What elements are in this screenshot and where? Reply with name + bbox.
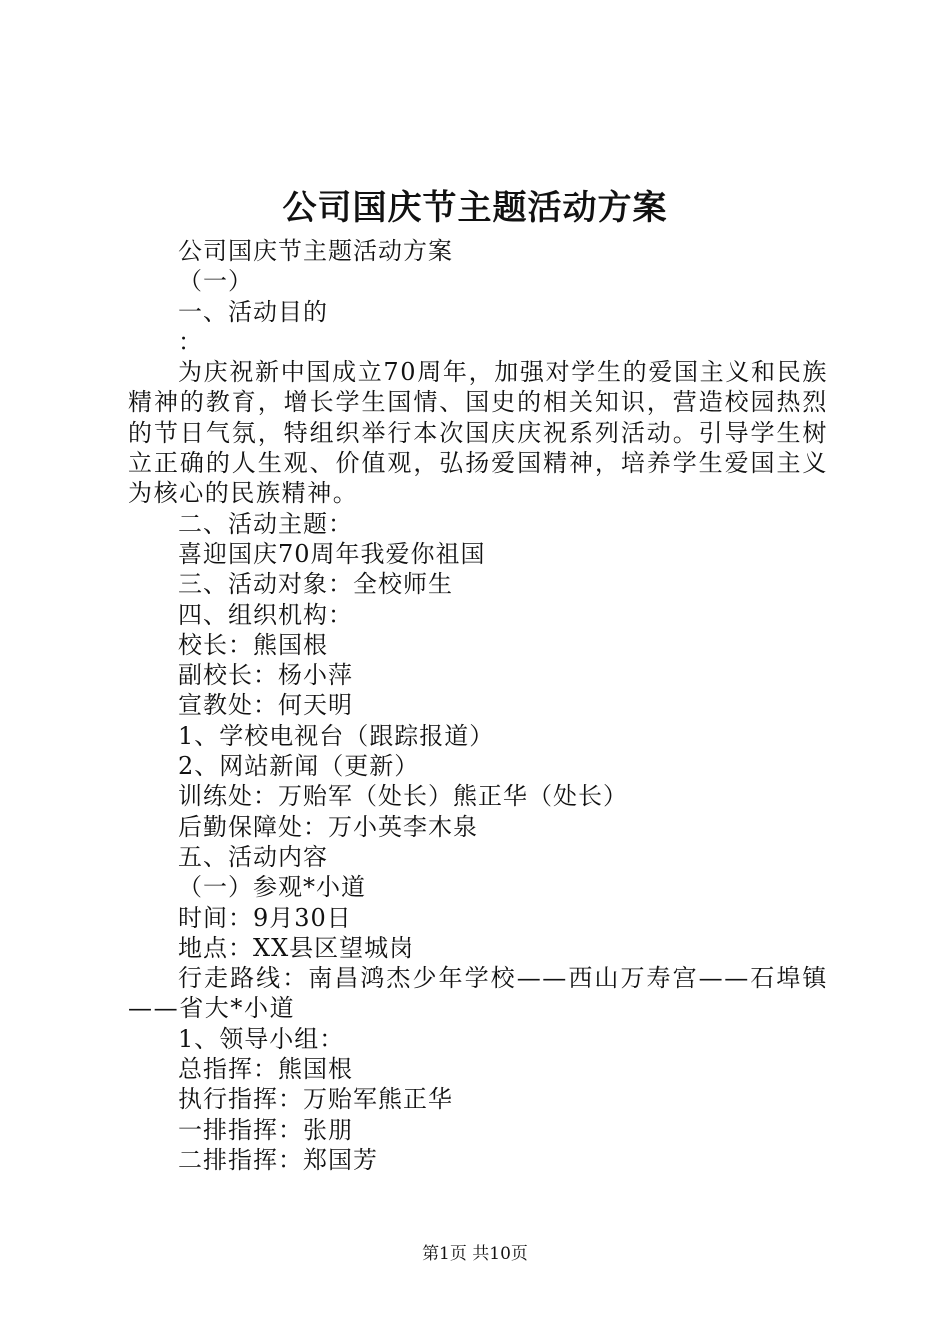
- colon-line: ：: [178, 327, 203, 356]
- content-location: 地点：XX县区望城岗: [178, 933, 415, 962]
- document-title: 公司国庆节主题活动方案: [282, 188, 668, 228]
- heading-theme: 二、活动主题：: [178, 509, 353, 538]
- heading-organization: 四、组织机构：: [178, 600, 353, 629]
- content-visit: （一）参观*小道: [178, 873, 366, 902]
- heading-content: 五、活动内容: [178, 842, 328, 871]
- content-route: 行走路线：南昌鸿杰少年学校——西山万寿宫——石埠镇——省大*小道: [128, 964, 828, 1023]
- purpose-paragraph: 为庆祝新中国成立70周年，加强对学生的爱国主义和民族精神的教育，增长学生国情、国史的相关知识，营造校园热烈的节日气氛，特组织举行本次国庆庆祝系列活动。引导学生树立正确的人生观、价值观，弘扬爱国精神，培养学生爱国主义为核心的民族精神。: [128, 358, 828, 508]
- org-publicity: 宣教处：何天明: [178, 691, 353, 720]
- subtitle-line: 公司国庆节主题活动方案: [178, 237, 453, 265]
- org-logistics: 后勤保障处：万小英李木泉: [178, 812, 478, 841]
- content-time: 时间：9月30日: [178, 903, 352, 932]
- heading-leadership: 1、领导小组：: [178, 1024, 345, 1053]
- leader-chief: 总指挥：熊国根: [178, 1055, 353, 1084]
- heading-purpose: 一、活动目的: [178, 297, 328, 326]
- org-website-news: 2、网站新闻（更新）: [178, 752, 420, 781]
- org-tv-station: 1、学校电视台（跟踪报道）: [178, 721, 495, 750]
- org-vice-principal: 副校长：杨小萍: [178, 661, 353, 690]
- page-footer: 第1页 共10页: [422, 1244, 528, 1264]
- org-principal: 校长：熊国根: [178, 630, 328, 659]
- leader-platoon-one: 一排指挥：张朋: [178, 1115, 353, 1144]
- heading-audience: 三、活动对象：全校师生: [178, 570, 453, 599]
- document-body: [128, 236, 828, 1175]
- leader-executive: 执行指挥：万贻军熊正华: [178, 1085, 453, 1114]
- section-number: （一）: [178, 267, 253, 296]
- leader-platoon-two: 二排指挥：郑国芳: [178, 1145, 378, 1174]
- org-training: 训练处：万贻军（处长）熊正华（处长）: [178, 782, 628, 811]
- theme-text: 喜迎国庆70周年我爱你祖国: [178, 539, 486, 568]
